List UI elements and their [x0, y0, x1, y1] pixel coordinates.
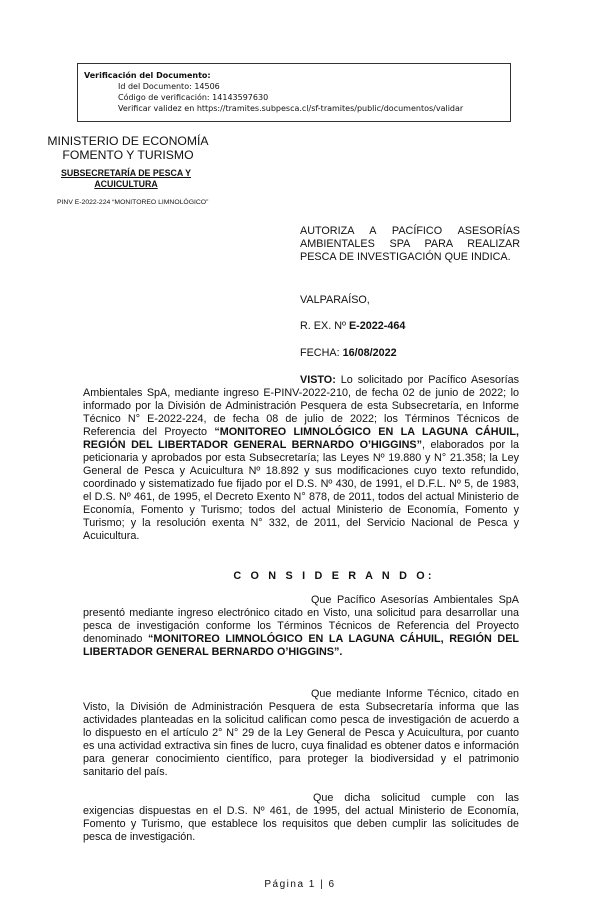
verification-link[interactable]: • Verificar validez en https://tramites.subpesca.cl/sf-tramites/public/documentos/validar [118, 103, 504, 114]
considerando-heading: C O N S I D E R A N D O: [233, 570, 435, 582]
considerando-paragraph-1 [83, 594, 519, 659]
verification-box [77, 63, 511, 122]
visto-project: “MONITOREO LIMNOLÓGICO EN LA LAGUNA CÁHUIL, REGIÓN DEL LIBERTADOR GENERAL BERNARDO O’HIGGINS” [83, 426, 520, 451]
resolution-subject: AUTORIZA A PACÍFICO ASESORÍAS AMBIENTALES SPA PARA REALIZAR PESCA DE INVESTIGACIÓN QUE INDICA. [300, 225, 520, 263]
date-label: FECHA: [300, 347, 340, 359]
p1-text: Que Pacífico Asesorías Ambientales SpA presentó mediante ingreso electrónico citado en Visto, una solicitud para desarrollar una pesca de investigación conforme los Términos Técnicos de Referencia del Proyecto denominado [83, 594, 519, 645]
p2-text: Que mediante Informe Técnico, citado en Visto, la División de Administración Pesquera de esta Subsecretaría informa que las actividades planteadas en la solicitud califican como pesca de investigación de acuerdo a lo dispuesto en el artículo 2° N° 29 de la Ley General de Pesca y Acuicultura, por cuanto es una actividad extractiva sin fines de lucro, cuya finalidad es obtener datos e información para generar conocimiento científico, para proteger la biodiversidad y el patrimonio sanitario del país. [83, 688, 519, 778]
p1-project: “MONITOREO LIMNOLÓGICO EN LA LAGUNA CÁHUIL, REGIÓN DEL LIBERTADOR GENERAL BERNARDO O’HIGGINS”. [83, 633, 519, 658]
verification-title: Verificación del Documento: [84, 71, 211, 80]
ministry-line-2: FOMENTO Y TURISMO [62, 148, 194, 162]
verification-list [84, 81, 504, 114]
date-value: 16/08/2022 [342, 347, 397, 359]
p3-text: Que dicha solicitud cumple con las exigencias dispuestas en el D.S. Nº 461, de 1995, del actual Ministerio de Economía, Fomento y Turismo, que establece los requisitos que deben cumplir las solicitudes de pesca de investigación. [83, 792, 519, 843]
resolution-value: E-2022-464 [348, 320, 406, 332]
visto-label: VISTO: [300, 374, 336, 386]
resolution-label: R. EX. Nº [300, 320, 346, 332]
ministry-line-1: MINISTERIO DE ECONOMÍA [47, 134, 209, 148]
resolution-number [300, 320, 405, 333]
visto-text-a: Lo solicitado por Pacífico Asesorías Ambientales SpA, mediante ingreso E-PINV-2022-210, de fecha 02 de junio de 2022; lo informado por la División de Administración Pesquera de esta Subsecretaría, en Informe Técnico N° E-2022-224, de fecha 08 de julio de 2022; los Términos Técnicos de Referencia del Proyecto [83, 374, 519, 438]
ministry-name [38, 134, 218, 162]
document-id: • Id del Documento: 14506 [118, 81, 504, 92]
page-number: Página 1 | 6 [264, 879, 336, 890]
considerando-paragraph-2 [83, 688, 519, 779]
verification-code: • Código de verificación: 14143597630 [118, 92, 504, 103]
considerando-paragraph-3 [83, 792, 519, 844]
resolution-date [300, 347, 397, 360]
project-reference: PINV E-2022-224 “MONITOREO LIMNOLÓGICO” [57, 199, 209, 206]
visto-text-b: , elaborados por la peticionaria y aprobados por esta Subsecretaría; las Leyes Nº 19.880 y N° 21.358; la Ley General de Pesca y Acuicultura Nº 18.892 y sus modificaciones cuyo texto refundido, coordinado y sistematizado fue fijado por el D.S. Nº 430, de 1991, el D.F.L. Nº 5, de 1983, el D.S. Nº 461, de 1995, el Decreto Exento N° 878, de 2011, todos del actual Ministerio de Economía, Fomento y Turismo; todos del actual Ministerio de Economía, Fomento y Turismo; y la resolución exenta N° 332, de 2011, del Servicio Nacional de Pesca y Acuicultura. [83, 439, 520, 542]
city: VALPARAÍSO, [300, 294, 370, 306]
visto-paragraph [83, 374, 519, 543]
subsecretaria-name: SUBSECRETARÍA DE PESCA Y ACUICULTURA [60, 168, 192, 189]
